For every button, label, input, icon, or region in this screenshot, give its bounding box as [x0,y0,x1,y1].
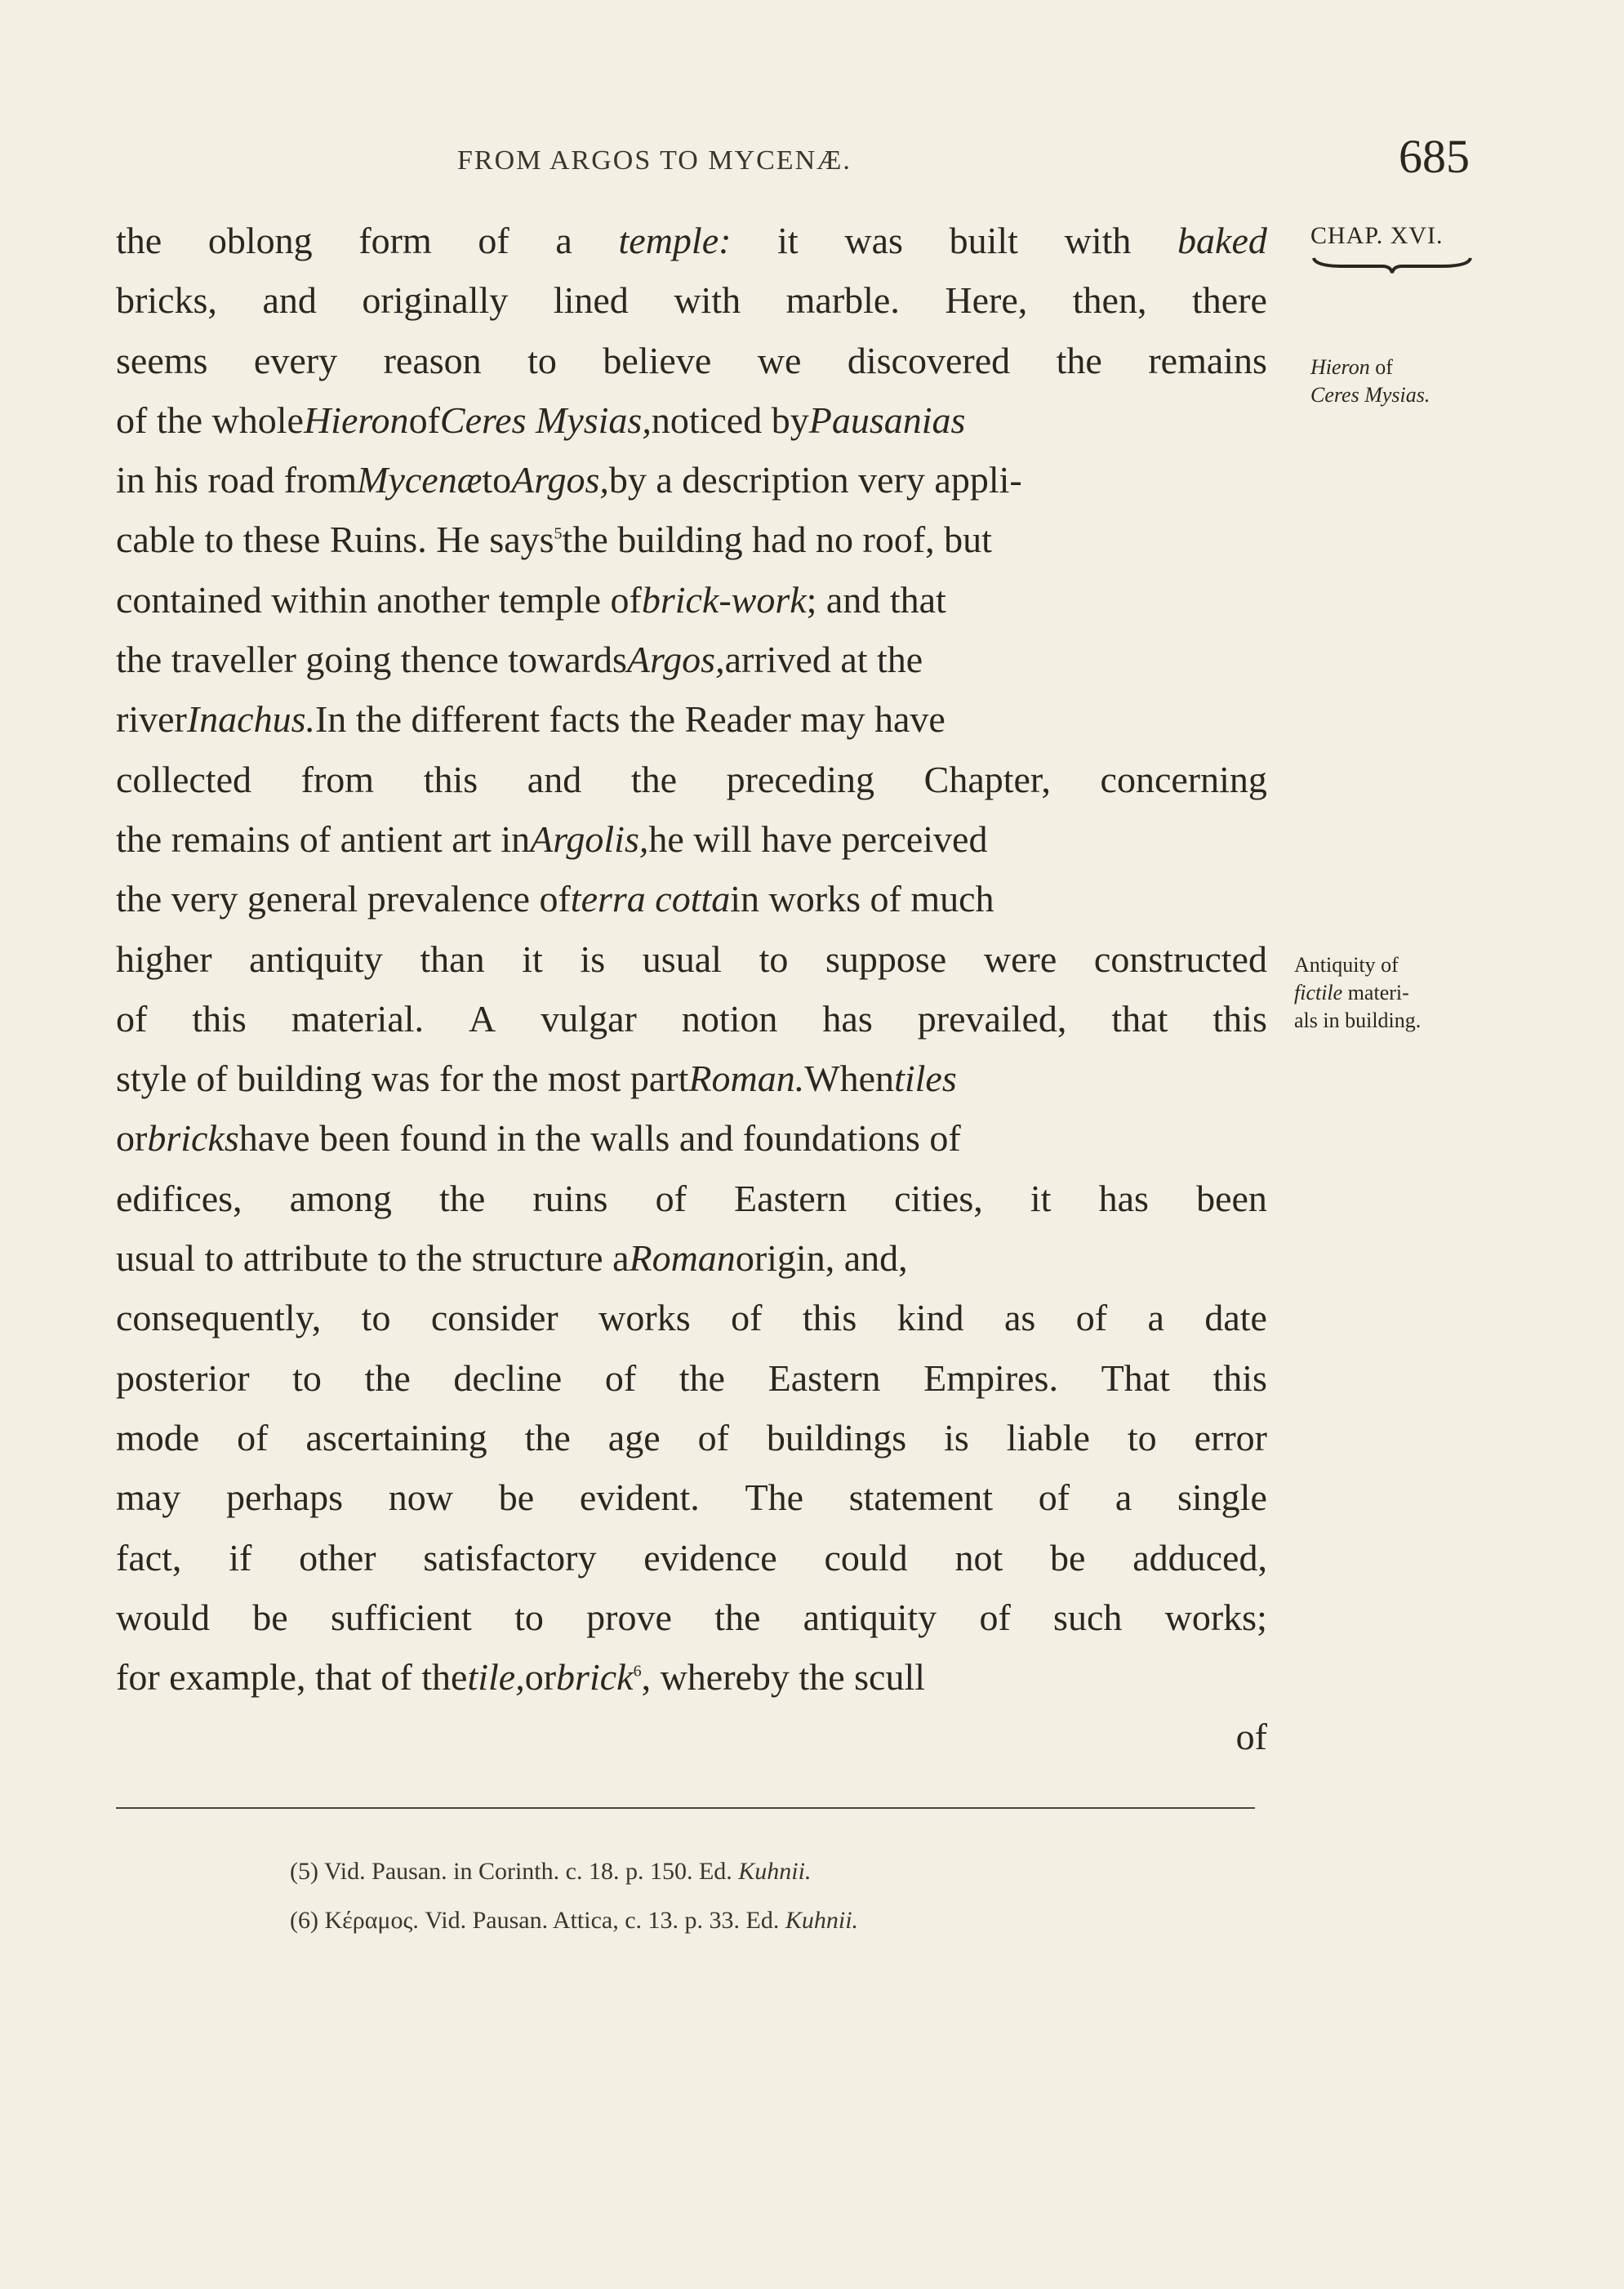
word: with [1064,220,1132,261]
word: oblong [207,220,313,261]
word: then, [1072,279,1147,322]
word: of [237,1416,269,1458]
word: other [299,1536,376,1579]
text-run: , whereby the scull [641,1656,926,1699]
word: it [777,220,799,261]
text-line-4 [116,390,1267,450]
text-run: usual to attribute to the structure a [116,1237,630,1280]
margin-note-antiquity-line3: als in building. [1294,1009,1422,1032]
text-run-italic: Pausanias [808,399,966,441]
footnotes [290,1847,1351,1945]
line-text [116,630,923,689]
word: statement [848,1476,994,1519]
running-head: FROM ARGOS TO MYCENÆ. [457,145,852,176]
text-run: When [804,1058,895,1100]
word: sufficient [330,1596,472,1638]
page-header [114,129,1470,186]
word: discovered [847,339,1011,381]
word: be [498,1476,535,1519]
word: the [116,220,162,261]
word: it [522,937,543,980]
margin-note-antiquity-line1: Antiquity of [1294,953,1399,977]
text-run-italic: brick-work [641,578,807,621]
text-run-italic: terra cotta [570,878,731,920]
text-line-13 [116,929,1267,989]
word: the [364,1356,411,1399]
footnote-rule [116,1807,1255,1809]
text-run: river [116,698,187,741]
word: prove [586,1596,672,1638]
word: lined [553,279,629,322]
line-text [116,1647,925,1707]
word: the [630,758,678,800]
text-run-italic: tiles [894,1058,957,1100]
footnote-ref: 6 [633,1662,642,1681]
word: is [580,937,606,980]
line-text [116,1049,957,1108]
line-text [116,1108,961,1168]
line-text [116,450,1022,510]
word: of [1075,1297,1108,1339]
word: to [514,1596,544,1638]
word: The [745,1476,804,1519]
text-run: the remains of antient art in [116,817,531,860]
footnote-ref: 5 [554,525,563,544]
word: ruins [532,1177,608,1219]
text-run: origin, and, [735,1237,908,1280]
text-line-2 [116,270,1267,330]
text-run: or [524,1656,557,1699]
footnote-5 [290,1847,1351,1896]
word: A [469,997,496,1040]
word: reason [383,339,482,381]
text-run: of the whole [116,399,304,441]
word: antiquity [249,937,383,980]
word: adduced, [1132,1536,1267,1579]
text-run-italic: Roman [629,1237,736,1280]
text-run: contained within another temple of [116,578,642,621]
footnote-text: Vid. Pausan. in Corinth. c. 18. p. 150. Ed. [318,1858,739,1885]
footnote-text: Κέραμος. Vid. Pausan. Attica, c. 13. p. 33. Ed. [318,1907,785,1934]
word: marble. [785,279,900,322]
word: the [1056,339,1102,381]
word: this [192,997,247,1040]
text-run-italic: Ceres Mysias, [439,399,652,441]
word: edifices, [116,1177,242,1219]
text-run: he will have perceived [648,817,988,860]
text-run: arrived at the [724,639,923,681]
word: with [674,279,741,322]
text-run-italic: Hieron [303,399,409,441]
text-line-5 [116,450,1267,510]
text-run: or [116,1117,148,1160]
text-line-24 [116,1588,1267,1647]
word: works [598,1297,691,1339]
text-run: for example, that of the [116,1656,468,1699]
word: consider [430,1297,558,1339]
word: age [607,1416,661,1458]
text-run: the very general prevalence of [116,878,571,920]
word: ascertaining [305,1416,487,1458]
text-run: noticed by [651,399,809,441]
word: Eastern [734,1177,847,1219]
footnote-number: (5) [290,1858,318,1885]
text-run: have been found in the walls and foundations of [238,1117,961,1160]
word: form [358,220,432,261]
text-run-italic: brick [556,1656,634,1699]
word: fact, [116,1536,182,1579]
word: be [252,1596,288,1638]
word: Here, [945,279,1028,322]
word: preceding [726,758,875,800]
word: originally [362,279,509,322]
word: has [1098,1177,1149,1219]
word: this [423,758,478,800]
word: of [604,1356,637,1399]
word-italic: temple: [618,220,732,261]
word: of [478,220,509,261]
word: remains [1148,339,1267,381]
text-run-italic: Inachus. [186,698,315,741]
word: believe [603,339,712,381]
catchword: of [1235,1716,1267,1758]
word: from [300,758,375,800]
text-line-15 [116,1049,1267,1108]
word: this [1212,997,1267,1040]
text-run: style of building was for the most part [116,1058,689,1100]
footnote-number: (6) [290,1907,318,1934]
word: evidence [643,1536,777,1579]
text-line-6 [116,510,1267,569]
word: of [655,1177,687,1219]
word: Eastern [768,1356,881,1399]
margin-note-hieron [1310,354,1474,409]
chapter-brace [1310,255,1474,276]
text-run-italic: Argos, [626,639,725,681]
word: date [1204,1297,1267,1339]
word: than [420,937,485,980]
margin-note-hieron-of: of [1369,355,1393,379]
word: works; [1164,1596,1267,1638]
text-run: In the different facts the Reader may have [314,698,945,741]
text-run: to [482,459,512,501]
text-line-18 [116,1228,1267,1288]
text-run: cable to these Ruins. He says [116,519,554,561]
page-number: 685 [1399,130,1470,183]
line-text [116,869,994,929]
text-run-italic: Mycenæ [357,459,483,501]
word: the [679,1356,725,1399]
word: the [439,1177,486,1219]
word: every [253,339,338,381]
word: cities, [894,1177,983,1219]
word: material. [291,997,425,1040]
word: the [524,1416,571,1458]
text-run: the traveller going thence towards [116,639,627,681]
word: single [1177,1476,1267,1519]
word: concerning [1100,758,1267,800]
word: is [944,1416,969,1458]
text-run-italic: Argos, [511,459,609,501]
text-line-catchword [116,1707,1267,1766]
word: vulgar [541,997,637,1040]
line-text [116,570,946,630]
word: would [116,1596,210,1638]
margin-chapter-label: CHAP. XVI. [1310,222,1444,249]
word: and [262,279,317,322]
word: as [1003,1297,1036,1339]
text-line-7 [116,570,1267,630]
footnote-6 [290,1896,1351,1945]
text-run: by a description very appli- [608,459,1022,501]
text-line-11 [116,809,1267,869]
word: could [824,1536,908,1579]
text-run: in his road from [116,459,358,501]
word: be [1050,1536,1086,1579]
margin-note-antiquity [1294,951,1490,1035]
text-line-12 [116,869,1267,929]
word: perhaps [225,1476,343,1519]
text-run: in works of much [730,878,994,920]
line-text [116,809,987,869]
margin-note-hieron-ceres: Ceres Mysias. [1310,383,1430,407]
text-line-9 [116,689,1267,749]
text-run-italic: Roman. [688,1058,805,1100]
word: bricks, [116,279,217,322]
line-text [116,390,965,450]
text-run: the building had no roof, but [562,519,992,561]
word: such [1053,1596,1123,1638]
word: it [1030,1177,1052,1219]
word: was [844,220,903,261]
word: collected [116,758,252,800]
word: this [802,1297,857,1339]
word: were [983,937,1057,980]
word: we [757,339,802,381]
footnote-italic: Kuhnii. [785,1907,859,1934]
word: of [979,1596,1011,1638]
word: prevailed, [917,997,1067,1040]
word: to [1127,1416,1157,1458]
word: Chapter, [923,758,1051,800]
word: a [1115,1476,1132,1519]
word: built [949,220,1018,261]
text-line-17 [116,1169,1267,1228]
text-line-8 [116,630,1267,689]
word: a [1147,1297,1164,1339]
text-line-3 [116,331,1267,390]
word: liable [1006,1416,1090,1458]
word: may [116,1476,181,1519]
word: now [388,1476,453,1519]
text-line-23 [116,1528,1267,1588]
text-line-22 [116,1467,1267,1527]
word: seems [116,339,208,381]
word: evident. [579,1476,700,1519]
word: constructed [1093,937,1267,980]
word: if [229,1536,252,1579]
word: to [361,1297,391,1339]
word: error [1194,1416,1267,1458]
text-run-italic: tile, [467,1656,525,1699]
margin-note-antiquity-italic: fictile [1294,981,1343,1004]
word: notion [681,997,778,1040]
word: That [1101,1356,1170,1399]
text-line-14 [116,989,1267,1049]
word: has [822,997,873,1040]
line-text [116,689,945,749]
word: and [527,758,582,800]
word: Empires. [923,1356,1058,1399]
word: to [292,1356,322,1399]
text-line-16 [116,1108,1267,1168]
text-line-10 [116,750,1267,809]
word: this [1212,1356,1267,1399]
text-run: of [408,399,440,441]
margin-note-antiquity-line2: materi- [1342,981,1409,1004]
word: mode [116,1416,200,1458]
word: a [555,220,572,261]
margin-note-hieron-italic: Hieron [1310,355,1370,379]
word: among [289,1177,392,1219]
word: decline [453,1356,563,1399]
word: been [1196,1177,1267,1219]
word: of [731,1297,763,1339]
word: of [697,1416,729,1458]
word: antiquity [803,1596,937,1638]
word: buildings [766,1416,907,1458]
body-text [116,211,1267,1767]
text-line-25 [116,1647,1267,1707]
word: suppose [825,937,947,980]
word: posterior [116,1356,250,1399]
text-run-italic: bricks [147,1117,239,1160]
word: kind [897,1297,964,1339]
text-line-21 [116,1408,1267,1467]
word: there [1192,279,1267,322]
text-line-20 [116,1348,1267,1408]
word: of [116,997,148,1040]
line-text [116,510,992,569]
word: of [1038,1476,1070,1519]
word: satisfactory [423,1536,597,1579]
word: to [759,937,789,980]
word: that [1111,997,1168,1040]
word: not [954,1536,1003,1579]
text-run-italic: Argolis, [530,817,649,860]
word-italic: baked [1177,220,1267,261]
text-run: ; and that [806,578,946,621]
line-text [116,1228,908,1288]
footnote-italic: Kuhnii. [738,1858,812,1885]
word: the [714,1596,761,1638]
word: usual [642,937,722,980]
word: consequently, [116,1297,322,1339]
text-line-1 [116,211,1267,270]
text-line-19 [116,1288,1267,1347]
word: higher [116,937,212,980]
word: to [527,339,557,381]
